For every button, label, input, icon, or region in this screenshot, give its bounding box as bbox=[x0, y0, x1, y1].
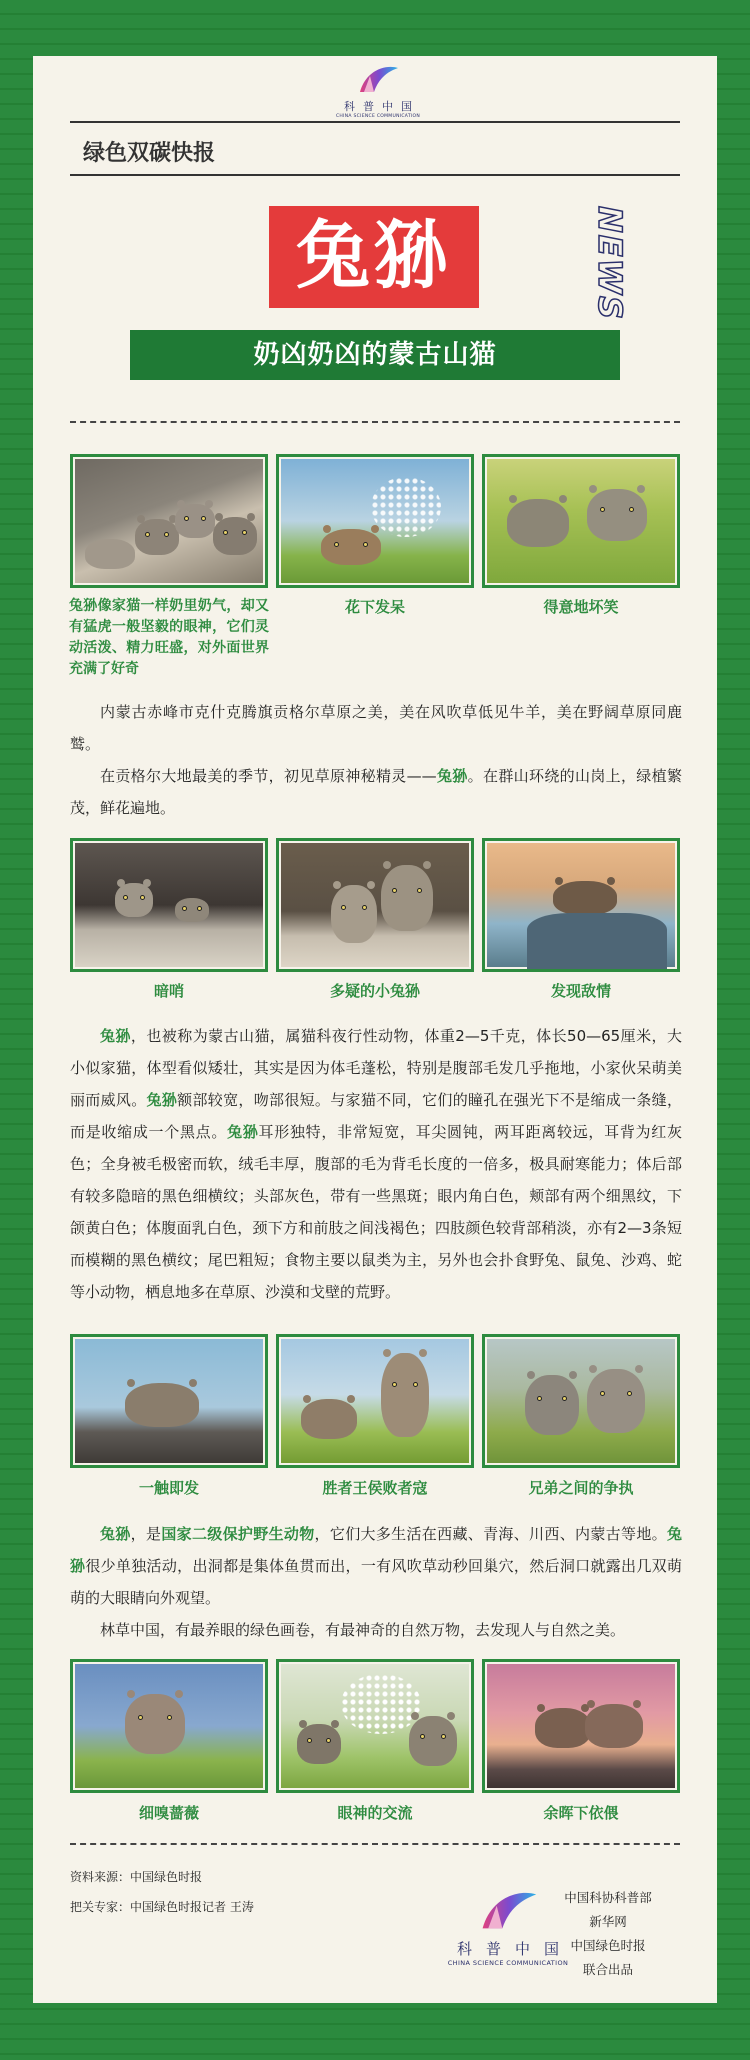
news-vertical-text: NEWS bbox=[591, 206, 629, 321]
white-flowers bbox=[371, 477, 441, 537]
photo-suspicious-kittens bbox=[276, 838, 474, 972]
photo-sunset-cuddle bbox=[482, 1659, 680, 1793]
manul-figure bbox=[409, 1716, 457, 1766]
photo-row-3 bbox=[70, 1334, 680, 1468]
caption-row4-3: 余晖下依偎 bbox=[543, 1804, 619, 1822]
expert-credit: 把关专家：中国绿色时报记者 王涛 bbox=[70, 1900, 254, 1914]
manul-figure bbox=[381, 865, 433, 931]
protection-text: 兔狲，是国家二级保护野生动物，它们大多生活在西藏、青海、川西、内蒙古等地。兔狲很少单独活动，出洞都是集体鱼贯而出，一有风吹草动秒回巢穴，然后洞口就露出几双萌萌的大眼睛向外观望。 bbox=[70, 1525, 682, 1607]
manul-figure bbox=[331, 885, 377, 943]
photo-flower-cat bbox=[276, 454, 474, 588]
kepu-logo-icon bbox=[476, 1886, 540, 1934]
publisher-4: 联合出品 bbox=[582, 1962, 633, 1977]
side-caption: 兔狲像家猫一样奶里奶气，却又有猛虎一般坚毅的眼神，它们灵动活泼、精力旺盛，对外面世界充满了好奇 bbox=[69, 598, 269, 677]
protection-paragraph bbox=[70, 1518, 682, 1646]
photo-on-edge bbox=[70, 1334, 268, 1468]
manul-figure bbox=[85, 539, 135, 569]
footer-dashed-divider bbox=[70, 1843, 680, 1845]
publishers-list bbox=[553, 1886, 663, 1982]
dashed-divider bbox=[70, 421, 680, 423]
caption-row2-1: 暗哨 bbox=[153, 982, 184, 1000]
caption-row2-2: 多疑的小兔狲 bbox=[329, 982, 420, 1000]
manul-figure bbox=[321, 529, 381, 565]
logo-en-text: CHINA SCIENCE COMMUNICATION bbox=[447, 1959, 569, 1967]
caption-row3-3: 兄弟之间的争执 bbox=[528, 1479, 634, 1497]
photo-sniff-rose bbox=[70, 1659, 268, 1793]
manul-figure bbox=[585, 1704, 643, 1748]
intro-paragraph bbox=[70, 696, 682, 824]
photo-cats-group bbox=[70, 454, 268, 588]
manul-figure bbox=[301, 1399, 357, 1439]
poster-paper bbox=[33, 56, 717, 2003]
manul-figure bbox=[507, 499, 569, 547]
manul-figure bbox=[535, 1708, 591, 1748]
hero-subtitle-bar: 奶凶奶凶的蒙古山猫 bbox=[130, 330, 620, 380]
caption-row4-1: 细嗅蔷薇 bbox=[138, 1804, 199, 1822]
description-paragraph bbox=[70, 1020, 682, 1308]
manul-figure bbox=[381, 1353, 429, 1437]
caption-row3-2: 胜者王侯败者寇 bbox=[322, 1479, 428, 1497]
manul-figure bbox=[125, 1694, 185, 1754]
closing-text: 林草中国，有最养眼的绿色画卷，有最神奇的自然万物，去发现人与自然之美。 bbox=[100, 1621, 626, 1639]
manul-figure bbox=[297, 1724, 341, 1764]
hero-title-badge: 兔狲 bbox=[269, 206, 479, 308]
manul-figure bbox=[175, 898, 209, 922]
logo-cn-text: 科普中国 bbox=[344, 100, 420, 113]
manul-figure bbox=[553, 881, 617, 915]
manul-figure bbox=[587, 1369, 645, 1433]
photo-eye-contact bbox=[276, 1659, 474, 1793]
publisher-3: 中国绿色时报 bbox=[570, 1938, 646, 1953]
manul-figure bbox=[115, 883, 153, 917]
photo-winner-loser bbox=[276, 1334, 474, 1468]
caption-row3-1: 一触即发 bbox=[138, 1479, 199, 1497]
source-credit: 资料来源：中国绿色时报 bbox=[70, 1870, 203, 1884]
top-rule bbox=[70, 121, 680, 123]
photo-row-4 bbox=[70, 1659, 680, 1793]
photo-sentry bbox=[70, 838, 268, 972]
photo-grin-cats bbox=[482, 454, 680, 588]
caption-row1-3: 得意地坏笑 bbox=[543, 598, 619, 616]
logo-en-text: CHINA SCIENCE COMMUNICATION bbox=[335, 114, 421, 119]
caption-row4-2: 眼神的交流 bbox=[337, 1804, 413, 1822]
manul-figure bbox=[587, 489, 647, 541]
photo-brothers-fight bbox=[482, 1334, 680, 1468]
caption-row2-3: 发现敌情 bbox=[550, 982, 611, 1000]
manul-figure bbox=[175, 504, 215, 538]
manul-figure bbox=[125, 1383, 199, 1427]
section-title: 绿色双碳快报 bbox=[83, 141, 216, 166]
caption-row1-2: 花下发呆 bbox=[344, 598, 405, 616]
logo-cn-text: 科普中国 bbox=[457, 1940, 574, 1958]
intro-line-1: 内蒙古赤峰市克什克腾旗贡格尔草原之美，美在风吹草低见牛羊，美在野阔草原同鹿鹫。 bbox=[70, 703, 682, 753]
rock bbox=[527, 913, 667, 969]
manul-figure bbox=[135, 519, 179, 555]
kepu-logo-icon bbox=[356, 62, 400, 96]
photo-row-1 bbox=[70, 454, 680, 588]
manul-figure bbox=[525, 1375, 579, 1435]
kepu-logo-top bbox=[333, 62, 423, 124]
publisher-1: 中国科协科普部 bbox=[564, 1890, 652, 1905]
description-text: 兔狲，也被称为蒙古山猫，属猫科夜行性动物，体重2—5千克，体长50—65厘米，大小似家猫，体型看似矮壮，其实是因为体毛蓬松，特别是腹部毛发几乎拖地，小家伙呆萌美丽而威风。兔狲额部较宽，吻部很短。与家猫不同，它们的瞳孔在强光下不是缩成一条缝，而是收缩成一个黑点。兔狲耳形独特，非常短宽，耳尖圆钝，两耳距离较远，耳背为红灰色；全身被毛极密而软，绒毛丰厚，腹部的毛为背毛长度的一倍多，极具耐寒能力；体后部有较多隐暗的黑色细横纹；头部灰色，带有一些黑斑；眼内角白色，颊部有两个细黑纹，下颌黄白色；体腹面乳白色，颈下方和前肢之间浅褐色；四肢颜色较背部稍淡，亦有2—3条短而模糊的黑色横纹；尾巴粗短；食物主要以鼠类为主，另外也会扑食野兔、鼠兔、沙鸡、蛇等小动物，栖息地多在草原、沙漠和戈壁的荒野。 bbox=[70, 1027, 682, 1301]
white-flowers bbox=[341, 1674, 421, 1734]
photo-row-2 bbox=[70, 838, 680, 972]
photo-enemy-spotted bbox=[482, 838, 680, 972]
publisher-2: 新华网 bbox=[589, 1914, 627, 1929]
title-rule bbox=[70, 174, 680, 176]
intro-line-2: 在贡格尔大地最美的季节，初见草原神秘精灵——兔狲。在群山环绕的山岗上，绿植繁茂，鲜花遍地。 bbox=[70, 767, 682, 817]
manul-figure bbox=[213, 517, 257, 555]
